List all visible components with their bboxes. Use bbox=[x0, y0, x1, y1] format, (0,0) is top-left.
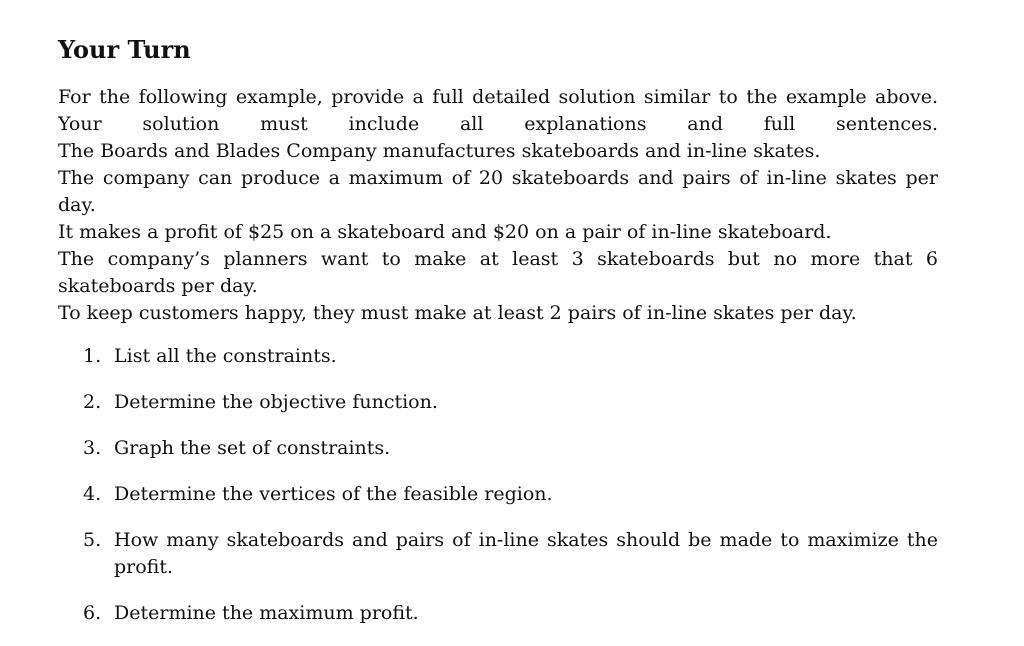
task-list bbox=[58, 343, 938, 627]
document-page bbox=[58, 30, 938, 646]
task-text: Determine the vertices of the feasible region. bbox=[114, 483, 553, 505]
task-text: Determine the objective function. bbox=[114, 391, 438, 413]
task-number: 4. bbox=[83, 483, 102, 505]
task-item bbox=[58, 389, 938, 416]
intro-paragraph-profit: It makes a profit of $25 on a skateboard and $20 on a pair of in-line skateboard. bbox=[58, 221, 832, 243]
task-number: 2. bbox=[83, 391, 102, 413]
intro-paragraph-skates-minimum: To keep customers happy, they must make at least 2 pairs of in-line skates per day. bbox=[58, 302, 857, 324]
task-item bbox=[58, 343, 938, 370]
problem-statement bbox=[58, 84, 938, 327]
intro-paragraph-skateboard-limits: The company’s planners want to make at least 3 skateboards but no more that 6 skateboards per day. bbox=[58, 248, 938, 297]
task-item bbox=[58, 527, 938, 581]
task-number: 6. bbox=[83, 602, 102, 624]
task-text: List all the constraints. bbox=[114, 345, 337, 367]
intro-paragraph-capacity: The company can produce a maximum of 20 skateboards and pairs of in-line skates per day. bbox=[58, 167, 938, 216]
task-number: 3. bbox=[83, 437, 102, 459]
task-item bbox=[58, 481, 938, 508]
task-text: Determine the maximum profit. bbox=[114, 602, 419, 624]
task-number: 1. bbox=[83, 345, 102, 367]
task-number: 5. bbox=[83, 529, 102, 551]
task-text: Graph the set of constraints. bbox=[114, 437, 391, 459]
task-item bbox=[58, 600, 938, 627]
task-item bbox=[58, 435, 938, 462]
intro-paragraph-company: The Boards and Blades Company manufactures skateboards and in-line skates. bbox=[58, 140, 821, 162]
intro-paragraph-instructions: For the following example, provide a full detailed solution similar to the example above. Your solution must include all explanations and full sentences. bbox=[58, 86, 938, 135]
section-heading: Your Turn bbox=[58, 35, 191, 64]
task-text: How many skateboards and pairs of in-line skates should be made to maximize the profit. bbox=[114, 529, 938, 578]
